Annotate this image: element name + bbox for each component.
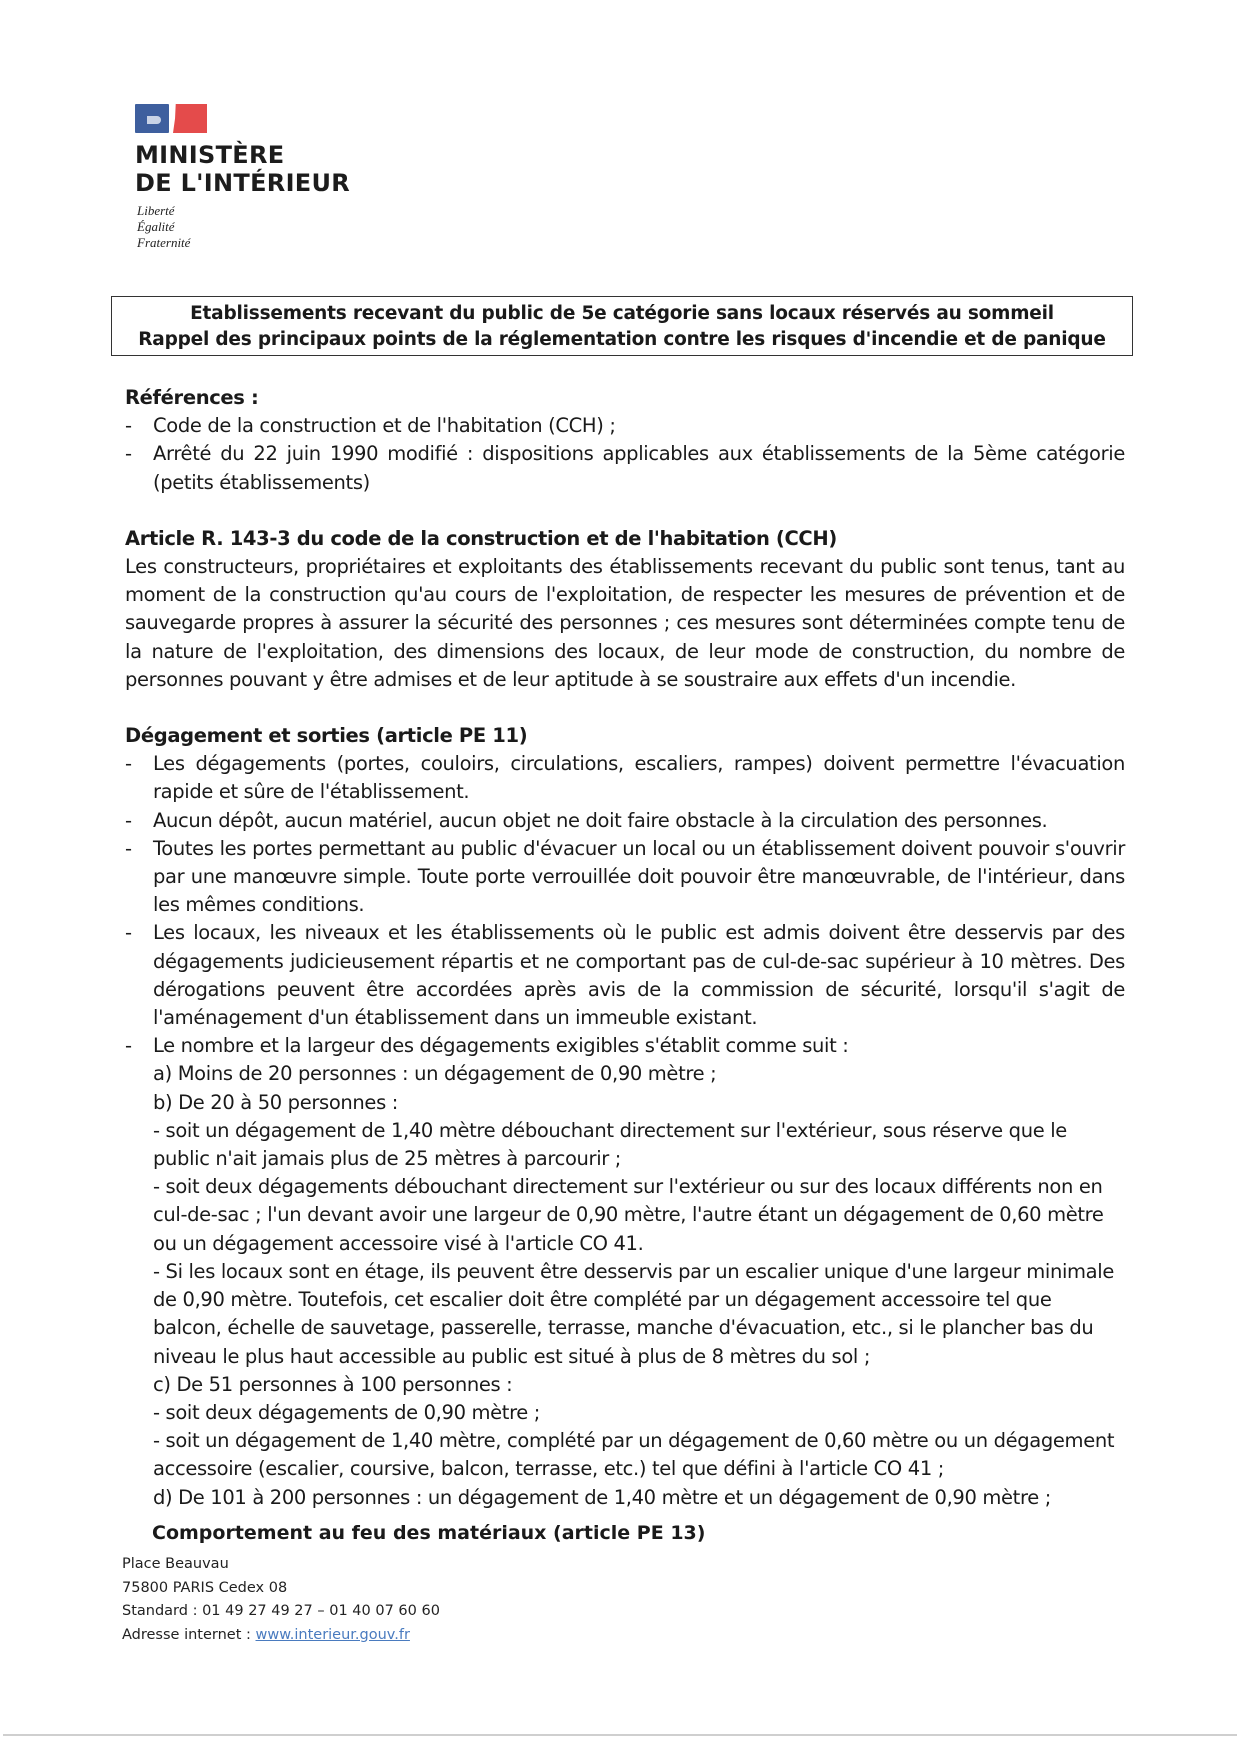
rule-line: d) De 101 à 200 personnes : un dégagement de 1,40 mètre et un dégagement de 0,90 mètre ; [153,1485,1051,1509]
list-item: - Arrêté du 22 juin 1990 modifié : dispositions applicables aux établissements de la 5ème catégorie (petits établissements) [125,440,1125,496]
rule-line: - soit un dégagement de 1,40 mètre débouchant directement sur l'extérieur, sous réserve que le public n'ait jamais plus de 25 mètres à parcourir ; [153,1118,1067,1171]
marianne-flag-icon [135,104,350,133]
list-item: - Les locaux, les niveaux et les établissements où le public est admis doivent être desservis par des dégagements judicieusement répartis et ne comportant pas de cul-de-sac supérieur à 10 mètres. Des dérogations peuvent être accordées après avis de la commission de sécurité, lorsqu'il s'agit de l'aménagement d'un établissement dans un immeuble existant. [125,919,1125,1032]
list-item: - Aucun dépôt, aucun matériel, aucun objet ne doit faire obstacle à la circulation des personnes. [125,807,1125,835]
website-line: Adresse internet : www.interieur.gouv.fr [122,1626,410,1643]
references-list [125,412,1125,497]
rule-line: - soit deux dégagements débouchant directement sur l'extérieur ou sur des locaux différents non en cul-de-sac ; l'un devant avoir une largeur de 0,90 mètre, l'autre étant un dégagement de 0,60 mètre ou un dégagement accessoire visé à l'article CO 41. [153,1175,1104,1255]
rule-line: b) De 20 à 50 personnes : [153,1090,398,1114]
title-line-1: Etablissements recevant du public de 5e catégorie sans locaux réservés au sommeil [190,303,1054,324]
footer-address [122,1553,440,1647]
title-line-2: Rappel des principaux points de la réglementation contre les risques d'incendie et de panique [138,329,1106,350]
rule-line: a) Moins de 20 personnes : un dégagement de 0,90 mètre ; [153,1062,717,1086]
phone-line: Standard : 01 49 27 49 27 – 01 40 07 60 60 [122,1603,440,1619]
list-item: - Toutes les portes permettant au public d'évacuer un local ou un établissement doivent pouvoir s'ouvrir par une manœuvre simple. Toute porte verrouillée doit pouvoir être manœuvrable, de l'intérieur, dans les mêmes conditions. [125,835,1125,920]
ministry-logo [135,104,350,251]
article-r143-body: Les constructeurs, propriétaires et exploitants des établissements recevant du public sont tenus, tant au moment de la construction qu'au cours de l'exploitation, de respecter les mesures de prévention et de sauvegarde propres à assurer la sécurité des personnes ; ces mesures sont déterminées compte tenu de la nature de l'exploitation, des dimensions des locaux, de leur mode de construction, du nombre de personnes pouvant y être admises et de leur aptitude à se soustraire aux effets d'un incendie. [125,555,1125,691]
list-item: - Code de la construction et de l'habitation (CCH) ; [125,412,1125,440]
article-r143-heading: Article R. 143-3 du code de la construction et de l'habitation (CCH) [125,526,837,550]
rule-line: c) De 51 personnes à 100 personnes : [153,1372,513,1396]
materials-heading: Comportement au feu des matériaux (article PE 13) [152,1522,706,1544]
degagements-heading: Dégagement et sorties (article PE 11) [125,724,528,748]
references-heading: Références : [125,386,259,409]
rule-line: - soit un dégagement de 1,40 mètre, complété par un dégagement de 0,60 mètre ou un dégagement accessoire (escalier, coursive, balcon, terrasse, etc.) tel que défini à l'article CO 41 ; [153,1429,1115,1481]
address-line-1: Place Beauvau [122,1556,229,1572]
degagements-rules [125,1060,1125,1511]
address-line-2: 75800 PARIS Cedex 08 [122,1579,288,1596]
rule-line: - soit deux dégagements de 0,90 mètre ; [153,1400,541,1424]
list-item: - Les dégagements (portes, couloirs, circulations, escaliers, rampes) doivent permettre l'évacuation rapide et sûre de l'établissement. [125,750,1125,806]
document-title-box [111,296,1133,356]
rule-line: - Si les locaux sont en étage, ils peuvent être desservis par un escalier unique d'une largeur minimale de 0,90 mètre. Toutefois, cet escalier doit être complété par un dégagement accessoire tel que balcon, échelle de sauvetage, passerelle, terrasse, manche d'évacuation, etc., si le plancher bas du niveau le plus haut accessible au public est situé à plus de 8 mètres du sol ; [153,1259,1114,1368]
motto: Liberté Égalité Fraternité [137,203,191,250]
website-link[interactable]: www.interieur.gouv.fr [255,1626,410,1643]
document-body [125,384,1125,1512]
list-item: - Le nombre et la largeur des dégagements exigibles s'établit comme suit : [125,1032,1125,1060]
ministry-name: MINISTÈRE DE L'INTÉRIEUR [135,141,351,197]
page-edge-line [3,1734,1237,1736]
degagements-list [125,750,1125,1060]
